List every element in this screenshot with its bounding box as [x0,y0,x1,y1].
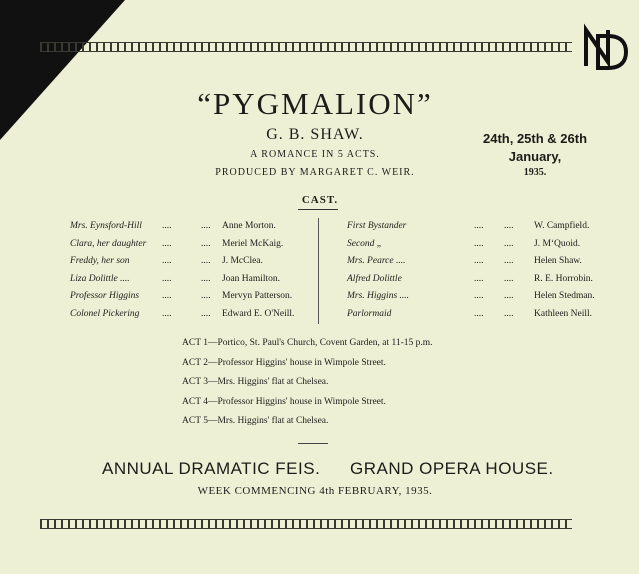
cast-row [70,221,370,237]
play-title: “PYGMALION” [197,86,433,121]
acts-rule [298,443,328,444]
cast-row [347,274,639,290]
cast-row [70,239,370,255]
cast-leader-dots: .... [162,308,172,319]
cast-role: Colonel Pickering [70,308,140,319]
play-subtitle: A ROMANCE IN 5 ACTS. [250,149,380,160]
cast-leader-dots: .... [201,308,211,319]
cast-leader-dots: .... [504,238,514,249]
black-corner-ribbon [0,0,125,140]
cast-actor: W. Campfield. [534,221,590,231]
cast-leader-dots: .... [201,273,211,284]
date-month: January, [508,149,562,164]
cast-role: Freddy, her son [70,256,130,266]
cast-row [347,291,639,307]
cast-role: Clara, her daughter [70,238,147,249]
cast-heading: CAST. [301,194,339,206]
cast-leader-dots: .... [504,221,514,231]
decorative-border-bottom [40,519,572,529]
cast-leader-dots: .... [474,291,484,301]
feis-line [102,459,562,479]
cast-role: Professor Higgins [70,291,140,301]
cast-leader-dots: .... [474,273,484,284]
cast-leader-dots: .... [201,238,211,249]
feis-name: ANNUAL DRAMATIC FEIS. [102,459,321,478]
cast-leader-dots: .... [201,291,211,301]
cast-row [347,309,639,325]
cast-leader-dots: .... [201,221,211,231]
producer-credit: PRODUCED BY MARGARET C. WEIR. [215,167,415,178]
act-line: ACT 1—Portico, St. Paul's Church, Covent Garden, at 11-15 p.m. [182,338,433,348]
cast-role: First Bystander [347,221,407,231]
venue-name: GRAND OPERA HOUSE. [350,459,554,478]
cast-row [347,256,639,272]
cast-row [70,291,370,307]
author-name: G. B. SHAW. [266,126,364,143]
cast-leader-dots: .... [162,238,172,249]
cast-leader-dots: .... [504,308,514,319]
decorative-border-top [40,42,572,52]
cast-role: Liza Dolittle .... [70,273,130,284]
cast-leader-dots: .... [474,256,484,266]
cast-leader-dots: .... [162,221,172,231]
cast-actor: Helen Stedman. [534,291,595,301]
cast-role: Mrs. Eynsford-Hill [70,221,142,231]
cast-role: Alfred Dolittle [347,273,402,284]
act-line: ACT 5—Mrs. Higgins' flat at Chelsea. [182,416,329,426]
cast-row [70,256,370,272]
cast-actor: Kathleen Neill. [534,308,593,319]
cast-actor: Helen Shaw. [534,256,582,266]
performance-dates [470,130,600,166]
cast-leader-dots: .... [162,273,172,284]
cast-actor: J. M‘Quoid. [534,238,581,249]
cast-actor: Joan Hamilton. [222,273,281,284]
cast-actor: Meriel McKaig. [222,238,284,249]
act-line: ACT 3—Mrs. Higgins' flat at Chelsea. [182,377,329,387]
cast-actor: Anne Morton. [222,221,276,231]
cast-underline [298,209,338,210]
week-commencing: WEEK COMMENCING 4th FEBRUARY, 1935. [197,485,433,497]
cast-actor: R. E. Horrobin. [534,273,593,284]
nd-monogram-icon [578,22,630,74]
date-days: 24th, 25th & 26th [482,131,588,146]
cast-actor: Mervyn Patterson. [222,291,293,301]
cast-leader-dots: .... [162,256,172,266]
act-line: ACT 2—Professor Higgins' house in Wimpole Street. [182,357,386,368]
cast-role: Mrs. Pearce .... [347,256,406,266]
cast-leader-dots: .... [504,256,514,266]
cast-role: Second „ [347,238,383,249]
cast-leader-dots: .... [162,291,172,301]
cast-row [347,221,639,237]
cast-row [70,309,370,325]
cast-row [347,239,639,255]
cast-leader-dots: .... [504,273,514,284]
cast-leader-dots: .... [474,308,484,319]
cast-row [70,274,370,290]
cast-role: Parlormaid [347,308,392,319]
cast-role: Mrs. Higgins .... [347,291,410,301]
cast-leader-dots: .... [474,221,484,231]
cast-leader-dots: .... [474,238,484,249]
cast-leader-dots: .... [201,256,211,266]
cast-actor: J. McClea. [222,256,263,266]
act-line: ACT 4—Professor Higgins' house in Wimpole Street. [182,396,386,407]
performance-year: 1935. [523,167,547,178]
acts-list [182,338,502,436]
cast-leader-dots: .... [504,291,514,301]
cast-actor: Edward E. O'Neill. [222,308,295,319]
